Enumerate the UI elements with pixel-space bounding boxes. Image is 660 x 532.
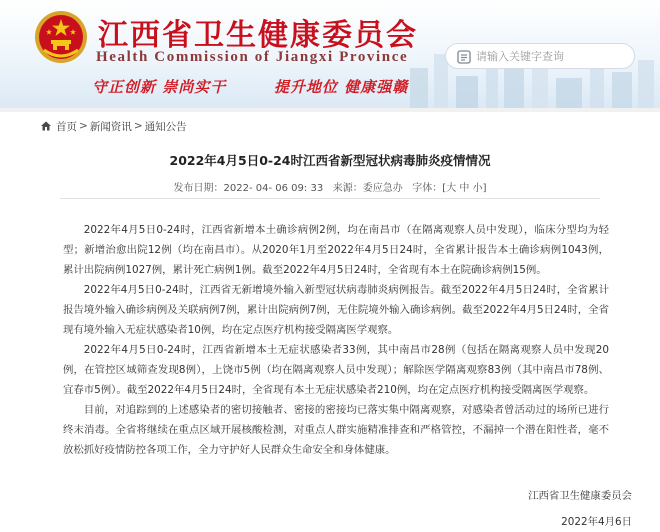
font-size-large-button[interactable]: 大 (446, 183, 457, 194)
article-meta (0, 179, 660, 194)
font-size-label: 字体：[ (412, 183, 447, 194)
article-paragraph: 2022年4月5日0-24时，江西省新增本土确诊病例2例，均在南昌市（在隔离观察人员中发现），临床分型均为轻型；新增治愈出院12例（均在南昌市）。从2020年1月至2022年4月5日24时，全省累计报告本土确诊病例1043例，累计出院病例1027例，累计死亡病例1例。截至2022年4月5日24时，全省现有本土在院确诊病例15例。 (63, 224, 609, 276)
publish-date: 发布日期：2022- 04- 06 09: 33 (173, 183, 324, 194)
slogan-right: 提升地位 健康强赣 (274, 78, 409, 96)
breadcrumb (40, 117, 187, 135)
search-box[interactable] (445, 43, 635, 69)
slogan-left: 守正创新 崇尚实干 (92, 78, 227, 96)
breadcrumb-home-link[interactable]: 首页 (56, 120, 77, 133)
article-source: 来源：委应急办 (332, 183, 403, 194)
article-paragraph: 2022年4月5日0-24时，江西省新增本土无症状感染者33例，其中南昌市28例（包括在隔离观察人员中发现20例，在管控区域筛查发现8例），上饶市5例（均在隔离观察人员中发现）；解除医学隔离观察83例（其中南昌市78例、宜春市5例）。截至2022年4月5日24时，全省现有本土无症状感染者210例，均在定点医疗机构接受隔离医学观察。 (63, 344, 609, 396)
breadcrumb-separator: > (133, 120, 143, 132)
article-paragraph: 目前，对追踪到的上述感染者的密切接触者、密接的密接均已落实集中隔离观察，对感染者曾活动过的场所已进行终末消毒。全省将继续在重点区域开展核酸检测，对重点人群实施精准排查和严格管控，不漏掉一个潜在阳性者，毫不放松抓好疫情防控各项工作，全力守护好人民群众生命安全和身体健康。 (63, 404, 609, 456)
font-size-small-button[interactable]: 小 (472, 183, 483, 194)
font-size-bracket: ] (482, 183, 487, 194)
article-title: 2022年4月5日0-24时江西省新型冠状病毒肺炎疫情情况 (169, 153, 491, 168)
breadcrumb-notice-link[interactable]: 通知公告 (144, 120, 187, 133)
breadcrumb-news-link[interactable]: 新闻资讯 (89, 120, 132, 133)
search-icon[interactable] (456, 49, 472, 65)
font-size-medium-button[interactable]: 中 (459, 183, 470, 194)
signature-organization: 江西省卫生健康委员会 (528, 490, 632, 502)
home-icon (40, 120, 52, 132)
article-body (63, 220, 609, 460)
search-input[interactable] (476, 47, 626, 65)
site-subtitle: Health Commission of Jiangxi Province (96, 49, 409, 65)
title-divider (60, 198, 600, 199)
site-title: 江西省卫生健康委员会 (98, 18, 418, 53)
national-emblem-icon (34, 10, 88, 64)
site-header (0, 0, 660, 108)
signature-date: 2022年4月6日 (561, 516, 632, 528)
article-page (0, 112, 660, 532)
article-paragraph: 2022年4月5日0-24时，江西省无新增境外输入新型冠状病毒肺炎病例报告。截至2022年4月5日24时，全省累计报告境外输入确诊病例及关联病例7例，累计出院病例7例，无住院境外输入确诊病例。截至2022年4月5日24时，全省现有境外输入无症状感染者10例，均在定点医疗机构接受隔离医学观察。 (63, 284, 609, 336)
breadcrumb-separator: > (79, 120, 88, 132)
